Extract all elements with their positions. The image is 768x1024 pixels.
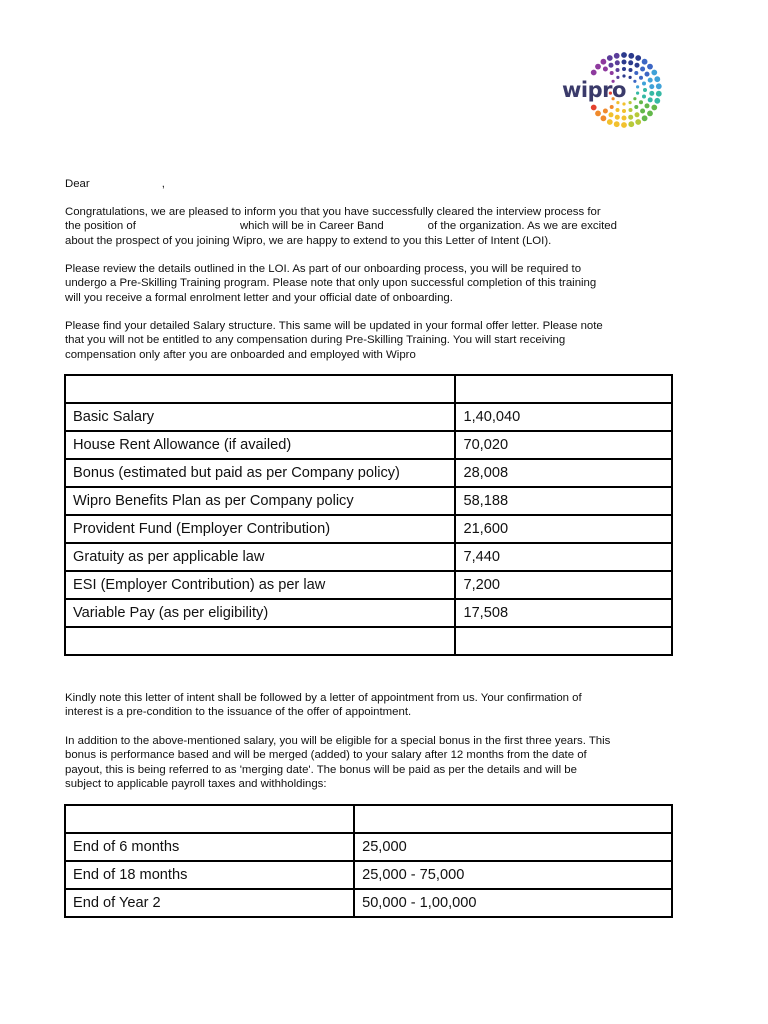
logo-dot — [654, 98, 660, 104]
salary-amount: 28,008 — [455, 459, 672, 487]
logo-dot — [649, 91, 654, 96]
logo-dot — [622, 109, 626, 113]
logo-dot — [642, 115, 648, 121]
table-row — [65, 431, 672, 459]
salary-amount: 1,40,040 — [455, 403, 672, 431]
review-paragraph — [65, 262, 677, 305]
table-cell — [354, 805, 672, 833]
intro-line: about the prospect of you joining Wipro, we are happy to extend to you this Letter of Intent (LOI). — [65, 234, 552, 247]
salary-amount: 7,200 — [455, 571, 672, 599]
bonus-amount: 25,000 — [354, 833, 672, 861]
wipro-logo — [558, 48, 670, 136]
logo-dot — [647, 64, 653, 70]
salutation-punct: , — [161, 178, 165, 190]
table-cell — [455, 627, 672, 655]
salary-component: ESI (Employer Contribution) as per law — [65, 571, 455, 599]
logo-dot — [622, 116, 627, 121]
intro-line-end: of the organization. As we are excited — [427, 220, 617, 233]
salutation — [65, 177, 677, 191]
logo-dot — [628, 121, 634, 127]
table-header-row — [65, 805, 672, 833]
logo-dot — [634, 71, 638, 75]
logo-dot — [609, 63, 614, 68]
salary-component: Provident Fund (Employer Contribution) — [65, 515, 455, 543]
review-line: Please review the details outlined in the LOI. As part of our onboarding process, you will be required to — [65, 263, 582, 275]
logo-dot — [607, 119, 613, 125]
logo-dot — [601, 59, 607, 65]
logo-dot — [633, 97, 636, 100]
salary-component: Bonus (estimated but paid as per Company policy) — [65, 459, 455, 487]
table-cell — [65, 805, 354, 833]
logo-dot — [648, 78, 653, 83]
logo-dot — [614, 121, 620, 127]
salary-amount: 17,508 — [455, 599, 672, 627]
bonus-line: In addition to the above-mentioned salary, you will be eligible for a special bonus in the first three years. This — [65, 735, 611, 747]
intro-line: Congratulations, we are pleased to inform you that you have successfully cleared the interview process for — [65, 206, 601, 218]
logo-wordmark: wipro — [562, 78, 626, 102]
salary-amount: 70,020 — [455, 431, 672, 459]
salary-line: that you will not be entitled to any compensation during Pre-Skilling Training. You will start receiving — [65, 334, 566, 347]
salary-amount: 58,188 — [455, 487, 672, 515]
bonus-line: payout, this is being referred to as 'merging date'. The bonus will be paid as per the details and will be — [65, 763, 577, 776]
logo-dot — [629, 108, 633, 112]
table-row — [65, 403, 672, 431]
salary-component: Gratuity as per applicable law — [65, 543, 455, 571]
logo-dot — [649, 84, 654, 89]
logo-dot — [635, 63, 640, 68]
table-header-row — [65, 375, 672, 403]
logo-dot — [636, 85, 639, 88]
salary-table — [64, 374, 673, 656]
logo-dot — [640, 67, 645, 72]
logo-dot — [628, 53, 634, 59]
logo-dot — [629, 101, 632, 104]
logo-dot — [616, 68, 620, 72]
logo-dot — [651, 105, 657, 111]
table-row — [65, 459, 672, 487]
confirm-line: Kindly note this letter of intent shall be followed by a letter of appointment from us. Your confirmation of — [65, 692, 582, 704]
table-row — [65, 861, 672, 889]
table-total-row — [65, 627, 672, 655]
logo-dot — [616, 108, 620, 112]
logo-dot — [591, 70, 597, 76]
logo-dot — [609, 112, 614, 117]
salary-component: Variable Pay (as per eligibility) — [65, 599, 455, 627]
logo-dot — [634, 105, 638, 109]
logo-dot — [610, 71, 614, 75]
logo-dot — [610, 105, 614, 109]
logo-dot — [622, 60, 627, 65]
logo-dot — [645, 103, 650, 108]
logo-dot — [628, 115, 633, 120]
logo-dot — [635, 119, 641, 125]
logo-dot — [648, 97, 653, 102]
logo-dot — [656, 83, 662, 89]
salary-component: Wipro Benefits Plan as per Company policy — [65, 487, 455, 515]
bonus-table — [64, 804, 673, 918]
salary-amount: 7,440 — [455, 543, 672, 571]
confirm-line: interest is a pre-condition to the issuance of the offer of appointment. — [65, 706, 412, 719]
logo-dot — [622, 102, 625, 105]
salary-component: House Rent Allowance (if availed) — [65, 431, 455, 459]
logo-dot — [647, 111, 653, 117]
logo-dot — [645, 72, 650, 77]
logo-dot — [614, 53, 620, 59]
review-line: undergo a Pre-Skilling Training program. Please note that only upon successful completion of this training — [65, 277, 597, 290]
logo-dot — [595, 111, 601, 117]
logo-dot — [642, 95, 646, 99]
salary-line: compensation only after you are onboarded and employed with Wipro — [65, 348, 416, 361]
confirmation-paragraph — [65, 691, 677, 720]
salary-line: Please find your detailed Salary structure. This same will be updated in your formal offer letter. Please note — [65, 320, 603, 332]
bonus-amount: 25,000 - 75,000 — [354, 861, 672, 889]
logo-dot — [629, 68, 633, 72]
intro-paragraph — [65, 205, 677, 248]
logo-dot — [629, 76, 632, 79]
logo-dot — [628, 60, 633, 65]
logo-dot — [621, 52, 627, 58]
logo-dot — [639, 76, 643, 80]
bonus-period: End of Year 2 — [65, 889, 354, 917]
logo-dot — [635, 55, 641, 61]
table-row — [65, 833, 672, 861]
table-cell — [65, 627, 455, 655]
bonus-amount: 50,000 - 1,00,000 — [354, 889, 672, 917]
logo-dot — [621, 122, 627, 128]
logo-dot — [603, 109, 608, 114]
logo-dot — [607, 55, 613, 61]
logo-dot — [633, 80, 636, 83]
logo-dot — [640, 109, 645, 114]
salary-component: Basic Salary — [65, 403, 455, 431]
bonus-line: bonus is performance based and will be merged (added) to your salary after 12 months from the date of — [65, 749, 587, 762]
logo-dot — [595, 64, 601, 70]
salary-paragraph — [65, 319, 677, 362]
bonus-period: End of 18 months — [65, 861, 354, 889]
salutation-text: Dear — [65, 178, 90, 190]
table-cell — [65, 375, 455, 403]
table-row — [65, 515, 672, 543]
logo-dot — [642, 59, 648, 65]
table-row — [65, 889, 672, 917]
table-cell — [455, 375, 672, 403]
logo-dot — [642, 82, 646, 86]
intro-line — [65, 219, 677, 233]
bonus-period: End of 6 months — [65, 833, 354, 861]
logo-dot — [635, 112, 640, 117]
bonus-paragraph — [65, 734, 677, 791]
logo-dot — [656, 91, 662, 97]
logo-dot — [654, 76, 660, 82]
salary-amount: 21,600 — [455, 515, 672, 543]
intro-position-label: the position of — [65, 220, 136, 233]
logo-dot — [639, 100, 643, 104]
review-line: will you receive a formal enrolment letter and your official date of onboarding. — [65, 291, 453, 304]
intro-band-label: which will be in Career Band — [239, 220, 384, 233]
table-row — [65, 571, 672, 599]
logo-dot — [636, 92, 639, 95]
logo-dot — [651, 70, 657, 76]
logo-dot — [615, 60, 620, 65]
logo-dot — [601, 115, 607, 121]
table-row — [65, 487, 672, 515]
bonus-line: subject to applicable payroll taxes and withholdings: — [65, 777, 327, 790]
logo-dot — [591, 105, 597, 111]
logo-dot — [622, 67, 626, 71]
logo-dot — [643, 88, 647, 92]
logo-dot — [603, 67, 608, 72]
table-row — [65, 543, 672, 571]
logo-dot — [615, 115, 620, 120]
table-row — [65, 599, 672, 627]
